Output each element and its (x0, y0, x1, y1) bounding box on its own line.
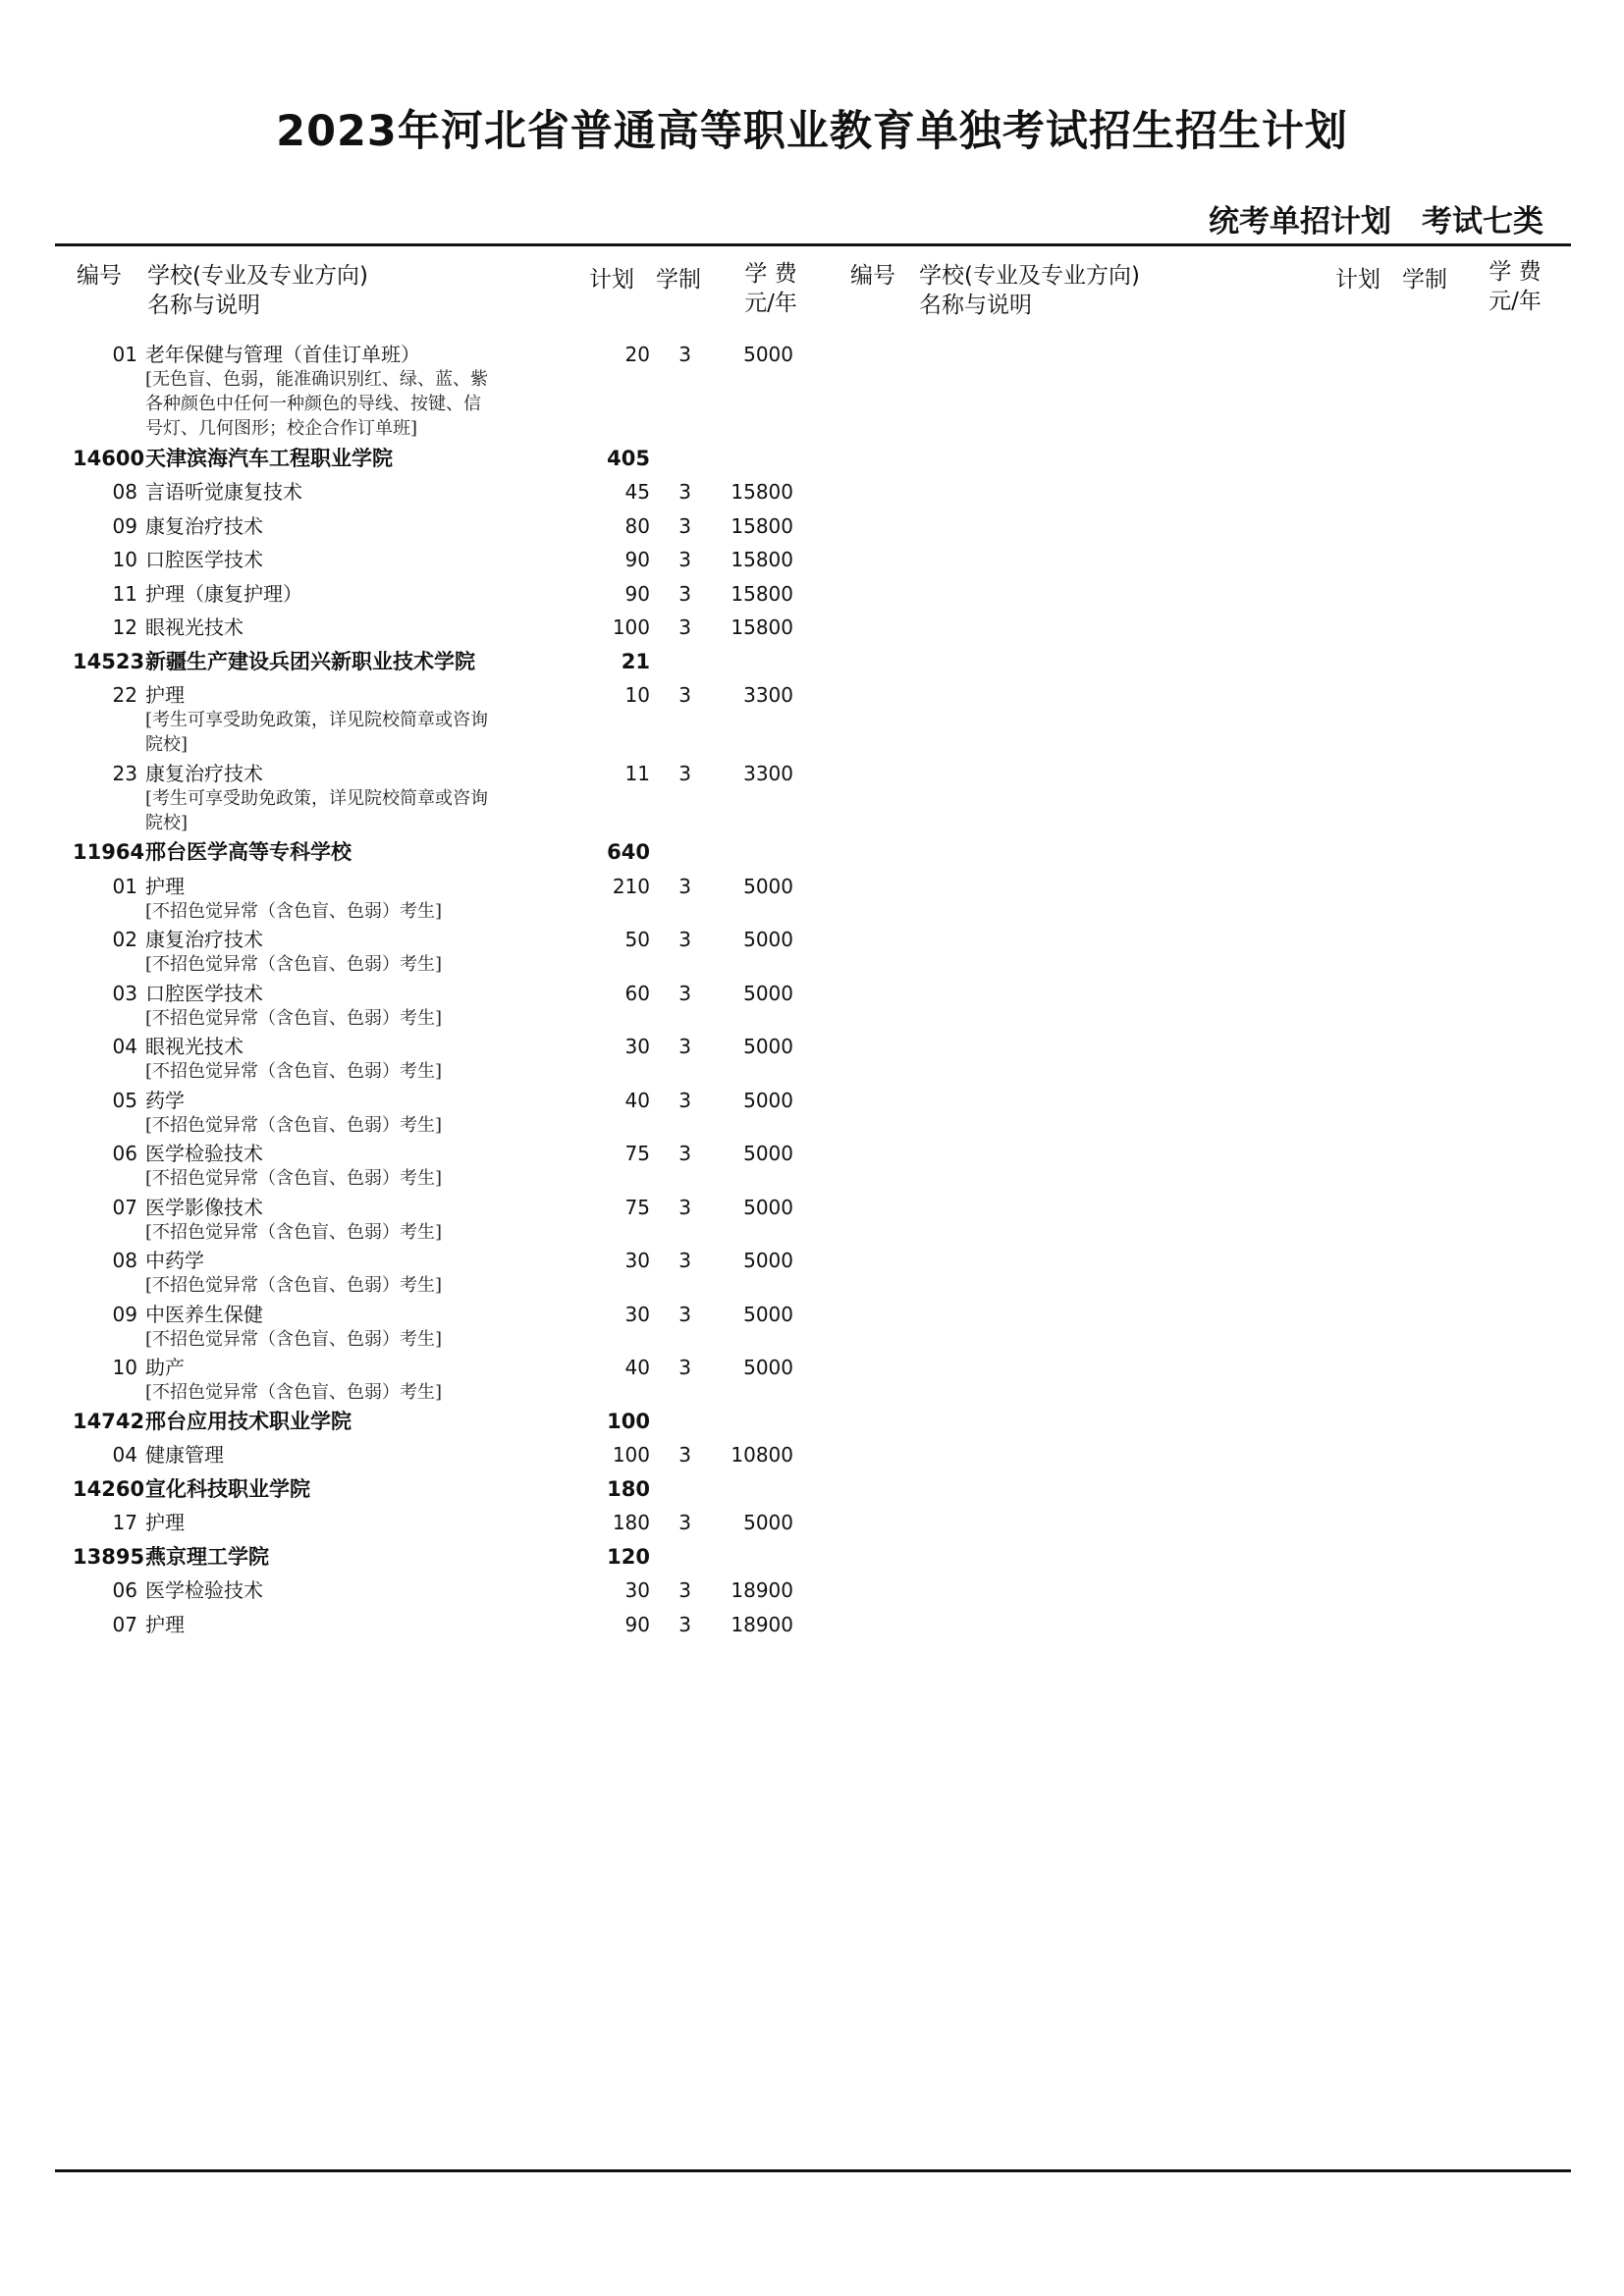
major-code: 10 (112, 1356, 137, 1379)
major-fee: 5000 (743, 928, 793, 951)
header-code: 编号 (77, 263, 122, 289)
major-name: 口腔医学技术 (145, 981, 263, 1005)
major-fee: 15800 (731, 615, 793, 639)
major-name: 康复治疗技术 (145, 513, 263, 538)
major-fee: 5000 (743, 1088, 793, 1112)
school-code: 14260 (73, 1476, 145, 1501)
major-note: [考生可享受助免政策，详见院校简章或咨询 院校] (145, 710, 489, 755)
major-name: 康复治疗技术 (145, 762, 263, 785)
header-plan: 计划 (589, 267, 634, 293)
major-fee: 5000 (743, 1195, 793, 1219)
major-fee: 5000 (743, 1142, 793, 1165)
header-fee: 学 费 (744, 261, 797, 287)
major-years: 3 (678, 581, 691, 606)
header-school: 学校(专业及专业方向) (147, 263, 368, 289)
major-plan: 90 (624, 1612, 650, 1636)
major-plan: 10 (624, 683, 650, 707)
major-code: 03 (112, 981, 137, 1005)
school-plan-total: 120 (607, 1544, 650, 1569)
major-name: 护理（康复护理） (145, 581, 302, 606)
major-name: 医学检验技术 (145, 1578, 263, 1602)
school-row (0, 839, 805, 874)
major-row (0, 479, 805, 513)
major-row (0, 614, 805, 649)
school-code: 14523 (73, 649, 145, 673)
major-name: 药学 (145, 1088, 185, 1112)
school-name: 邢台应用技术职业学院 (145, 1409, 352, 1433)
major-name: 口腔医学技术 (145, 548, 263, 571)
school-row (0, 1544, 805, 1578)
school-name: 燕京理工学院 (145, 1544, 269, 1569)
major-code: 01 (112, 874, 137, 898)
major-plan: 30 (624, 1249, 650, 1272)
major-plan: 40 (624, 1088, 650, 1112)
major-plan: 45 (624, 480, 650, 504)
major-plan: 11 (624, 762, 650, 785)
major-note: [不招色觉异常（含色盲、色弱）考生] (145, 954, 443, 975)
major-name: 健康管理 (145, 1443, 224, 1467)
major-row (0, 1034, 805, 1088)
major-years: 3 (678, 1511, 691, 1534)
major-years: 3 (678, 1249, 691, 1272)
header-fee-unit: 元/年 (1489, 289, 1542, 314)
major-code: 23 (112, 762, 137, 785)
major-name: 医学检验技术 (145, 1142, 263, 1165)
major-note: [不招色觉异常（含色盲、色弱）考生] (145, 1007, 443, 1029)
major-code: 17 (112, 1511, 137, 1534)
major-name: 助产 (145, 1356, 185, 1379)
major-code: 06 (112, 1578, 137, 1602)
header-plan: 计划 (1335, 267, 1380, 293)
major-row (0, 1088, 805, 1142)
major-row (0, 547, 805, 581)
major-name: 眼视光技术 (145, 1035, 244, 1058)
major-years: 3 (678, 762, 691, 785)
header-fee: 学 费 (1489, 259, 1542, 285)
school-name: 新疆生产建设兵团兴新职业技术学院 (145, 649, 475, 673)
major-row (0, 342, 805, 446)
major-fee: 15800 (731, 480, 793, 504)
header-school: 学校(专业及专业方向) (919, 263, 1140, 289)
major-row (0, 1355, 805, 1409)
major-plan: 90 (624, 548, 650, 571)
school-row (0, 1476, 805, 1511)
major-years: 3 (678, 1443, 691, 1467)
major-name: 中药学 (145, 1249, 204, 1272)
major-row (0, 581, 805, 615)
major-plan: 20 (624, 343, 650, 366)
major-name: 康复治疗技术 (145, 928, 263, 951)
major-note: [不招色觉异常（含色盲、色弱）考生] (145, 1061, 443, 1082)
major-fee: 5000 (743, 874, 793, 898)
major-plan: 30 (624, 1302, 650, 1326)
major-fee: 18900 (731, 1612, 793, 1636)
school-plan-total: 21 (621, 649, 650, 673)
major-code: 07 (112, 1195, 137, 1219)
school-plan-total: 640 (607, 840, 650, 864)
header-school-desc: 名称与说明 (147, 293, 260, 318)
major-name: 医学影像技术 (145, 1195, 263, 1219)
major-row (0, 1577, 805, 1612)
school-plan-total: 405 (607, 446, 650, 470)
major-fee: 5000 (743, 981, 793, 1005)
major-name: 护理 (145, 1511, 185, 1534)
header-years: 学制 (656, 267, 701, 293)
school-code: 11964 (73, 840, 145, 864)
major-row (0, 1510, 805, 1544)
school-row (0, 446, 805, 480)
major-code: 01 (112, 343, 137, 366)
major-fee: 3300 (743, 683, 793, 707)
major-fee: 5000 (743, 343, 793, 366)
major-row (0, 761, 805, 839)
major-years: 3 (678, 343, 691, 366)
major-fee: 5000 (743, 1249, 793, 1272)
major-row (0, 927, 805, 981)
major-code: 09 (112, 1302, 137, 1326)
major-row (0, 874, 805, 928)
major-fee: 15800 (731, 513, 793, 538)
major-plan: 180 (612, 1511, 650, 1534)
page-subtitle: 统考单招计划 考试七类 (1209, 204, 1543, 240)
major-note: [不招色觉异常（含色盲、色弱）考生] (145, 900, 443, 922)
major-plan: 75 (624, 1142, 650, 1165)
major-code: 12 (112, 615, 137, 639)
major-plan: 75 (624, 1195, 650, 1219)
major-row (0, 513, 805, 548)
major-fee: 15800 (731, 548, 793, 571)
school-code: 14600 (73, 446, 145, 470)
major-code: 02 (112, 928, 137, 951)
major-note: [不招色觉异常（含色盲、色弱）考生] (145, 1168, 443, 1189)
major-row (0, 1302, 805, 1356)
major-years: 3 (678, 683, 691, 707)
major-name: 眼视光技术 (145, 615, 244, 639)
major-plan: 30 (624, 1035, 650, 1058)
major-row (0, 1195, 805, 1249)
school-row (0, 649, 805, 683)
major-years: 3 (678, 513, 691, 538)
school-name: 天津滨海汽车工程职业学院 (145, 446, 393, 470)
major-fee: 5000 (743, 1356, 793, 1379)
major-note: [不招色觉异常（含色盲、色弱）考生] (145, 1221, 443, 1243)
major-years: 3 (678, 981, 691, 1005)
major-note: [无色盲、色弱，能准确识别红、绿、蓝、紫 各种颜色中任何一种颜色的导线、按键、信 号灯、几何图形；校企合作订单班] (145, 369, 489, 439)
header-code: 编号 (850, 263, 895, 289)
major-fee: 5000 (743, 1035, 793, 1058)
major-years: 3 (678, 1578, 691, 1602)
header-school-desc: 名称与说明 (919, 293, 1032, 318)
major-plan: 50 (624, 928, 650, 951)
header-years: 学制 (1402, 267, 1447, 293)
major-row (0, 1612, 805, 1646)
major-plan: 60 (624, 981, 650, 1005)
school-row (0, 1409, 805, 1443)
major-note: [不招色觉异常（含色盲、色弱）考生] (145, 1114, 443, 1136)
major-name: 护理 (145, 683, 185, 707)
school-code: 14742 (73, 1409, 145, 1433)
major-years: 3 (678, 928, 691, 951)
school-plan-total: 180 (607, 1476, 650, 1501)
major-years: 3 (678, 874, 691, 898)
major-plan: 80 (624, 513, 650, 538)
major-years: 3 (678, 1195, 691, 1219)
major-fee: 5000 (743, 1302, 793, 1326)
major-name: 老年保健与管理（首佳订单班） (145, 343, 420, 366)
major-row (0, 981, 805, 1035)
major-row (0, 1248, 805, 1302)
major-row (0, 682, 805, 761)
major-plan: 30 (624, 1578, 650, 1602)
page-title: 2023年河北省普通高等职业教育单独考试招生招生计划 (276, 107, 1348, 156)
major-code: 08 (112, 480, 137, 504)
major-years: 3 (678, 615, 691, 639)
major-years: 3 (678, 548, 691, 571)
major-name: 言语听觉康复技术 (145, 480, 302, 504)
major-years: 3 (678, 480, 691, 504)
major-note: [不招色觉异常（含色盲、色弱）考生] (145, 1328, 443, 1350)
major-fee: 15800 (731, 581, 793, 606)
major-code: 07 (112, 1612, 137, 1636)
major-fee: 18900 (731, 1578, 793, 1602)
major-code: 08 (112, 1249, 137, 1272)
school-code: 13895 (73, 1544, 145, 1569)
major-plan: 210 (612, 874, 650, 898)
major-years: 3 (678, 1356, 691, 1379)
major-note: [考生可享受助免政策，详见院校简章或咨询 院校] (145, 788, 489, 833)
header-fee-unit: 元/年 (744, 291, 797, 316)
major-code: 06 (112, 1142, 137, 1165)
school-name: 宣化科技职业学院 (145, 1476, 310, 1501)
major-name: 护理 (145, 1612, 185, 1636)
school-plan-total: 100 (607, 1409, 650, 1433)
major-code: 22 (112, 683, 137, 707)
major-note: [不招色觉异常（含色盲、色弱）考生] (145, 1275, 443, 1296)
major-plan: 40 (624, 1356, 650, 1379)
major-plan: 100 (612, 615, 650, 639)
major-fee: 10800 (731, 1443, 793, 1467)
major-code: 04 (112, 1035, 137, 1058)
major-fee: 3300 (743, 762, 793, 785)
major-code: 09 (112, 513, 137, 538)
major-row (0, 1141, 805, 1195)
major-row (0, 1442, 805, 1476)
major-fee: 5000 (743, 1511, 793, 1534)
major-code: 11 (112, 581, 137, 606)
major-years: 3 (678, 1088, 691, 1112)
major-name: 中医养生保健 (145, 1302, 263, 1326)
school-name: 邢台医学高等专科学校 (145, 840, 352, 864)
major-code: 04 (112, 1443, 137, 1467)
major-note: [不招色觉异常（含色盲、色弱）考生] (145, 1382, 443, 1403)
major-code: 05 (112, 1088, 137, 1112)
major-years: 3 (678, 1612, 691, 1636)
major-code: 10 (112, 548, 137, 571)
major-name: 护理 (145, 874, 185, 898)
bottom-divider (55, 2169, 1571, 2172)
major-years: 3 (678, 1035, 691, 1058)
major-plan: 100 (612, 1443, 650, 1467)
major-years: 3 (678, 1142, 691, 1165)
major-plan: 90 (624, 581, 650, 606)
major-years: 3 (678, 1302, 691, 1326)
